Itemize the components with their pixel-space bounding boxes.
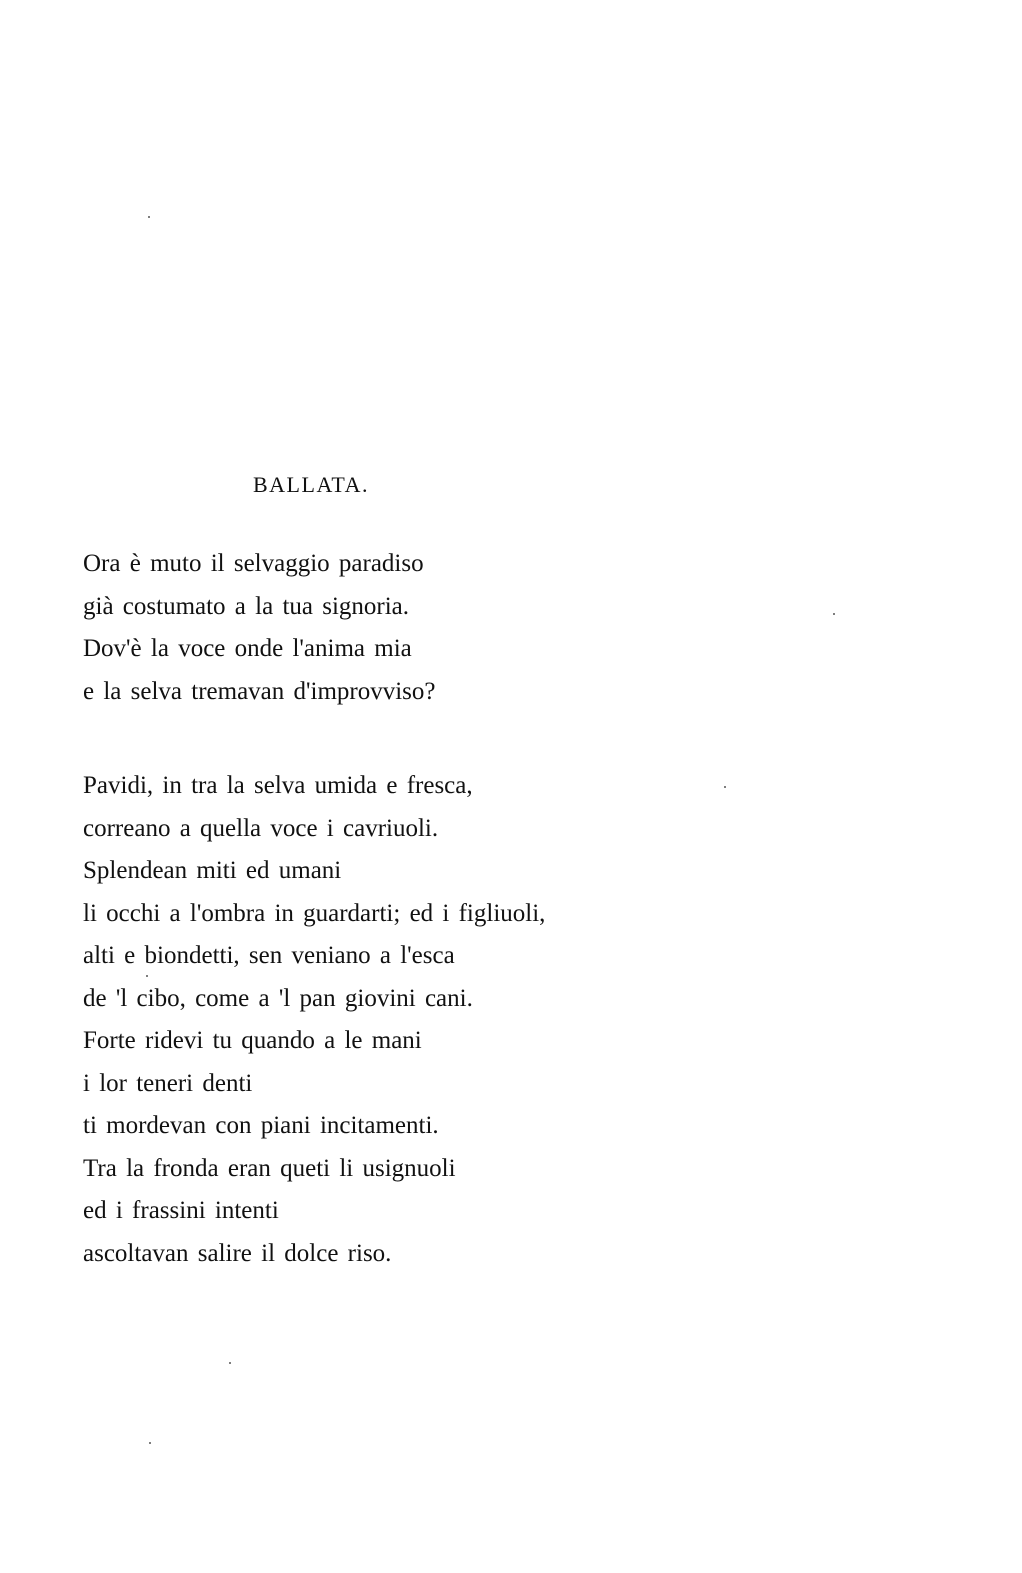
print-speck: [148, 216, 150, 218]
verse-line: ascoltavan salire il dolce riso.: [83, 1239, 392, 1267]
verse-line: ed i frassini intenti: [83, 1197, 279, 1224]
verse-line: ti mordevan con piani incitamenti.: [83, 1112, 439, 1139]
verse-line: Forte ridevi tu quando a le mani: [83, 1027, 422, 1054]
verse-line: alti e biondetti, sen veniano a l'esca: [83, 942, 455, 969]
verse-line: correano a quella voce i cavriuoli.: [83, 814, 439, 842]
verse-line: Ora è muto il selvaggio paradiso: [83, 550, 424, 577]
print-speck: [833, 613, 835, 615]
verse-line: de 'l cibo, come a 'l pan giovini cani.: [83, 984, 473, 1012]
stanza-1: [83, 543, 436, 713]
verse-line: li occhi a l'ombra in guardarti; ed i figliuoli,: [83, 899, 546, 927]
verse-line: Splendean miti ed umani: [83, 857, 342, 884]
print-speck: [149, 1442, 151, 1444]
verse-line: già costumato a la tua signoria.: [83, 592, 410, 620]
verse-line: i lor teneri denti: [83, 1069, 253, 1097]
verse-line: e la selva tremavan d'improvviso?: [83, 677, 436, 705]
print-speck: [229, 1362, 231, 1364]
stanza-2: [83, 765, 545, 1275]
print-speck: [724, 786, 726, 788]
verse-line: Pavidi, in tra la selva umida e fresca,: [83, 772, 473, 799]
verse-line: Tra la fronda eran queti li usignuoli: [83, 1154, 456, 1182]
poem-title: BALLATA.: [253, 472, 369, 497]
verse-line: Dov'è la voce onde l'anima mia: [83, 635, 412, 662]
